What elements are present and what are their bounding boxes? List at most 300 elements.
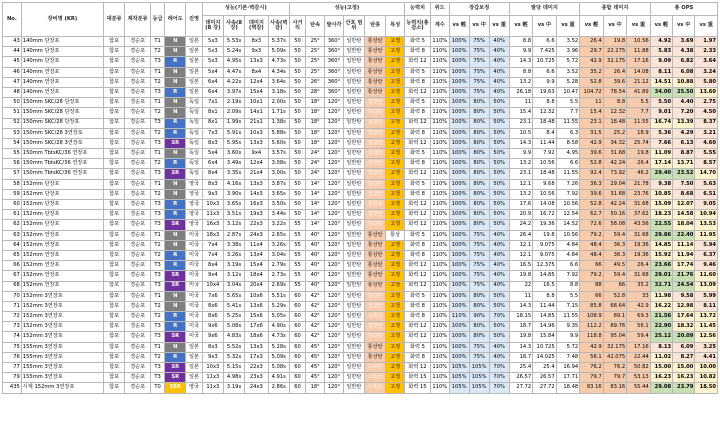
cell-trait: 고정 bbox=[386, 363, 405, 373]
cell-coef: 110% bbox=[430, 363, 449, 373]
cell-o2: 13.71 bbox=[673, 159, 695, 169]
cell-o1: 9.09 bbox=[650, 57, 672, 67]
cell-faction: 영국 bbox=[186, 210, 202, 220]
cell-make: 경순포 bbox=[125, 210, 151, 220]
cell-no: 65 bbox=[3, 250, 22, 260]
cell-spd: 40° bbox=[306, 261, 325, 271]
cell-rng: 55 bbox=[289, 281, 305, 291]
cell-m1: 100% bbox=[449, 138, 469, 148]
cell-t1: 66 bbox=[580, 261, 604, 271]
cell-make: 경순포 bbox=[125, 271, 151, 281]
cell-spr: 일반탄 bbox=[343, 291, 364, 301]
cell-d1: 6x4 bbox=[202, 87, 223, 97]
cell-s2: 3.00s bbox=[268, 169, 289, 179]
cell-name: 152mm 단장포 bbox=[21, 210, 103, 220]
cell-o2: 11.94 bbox=[673, 250, 695, 260]
cell-name: 152mm 연장포 bbox=[21, 230, 103, 240]
cell-ang: 120° bbox=[325, 291, 344, 301]
cell-o3: 18.50 bbox=[695, 383, 718, 393]
cell-grade: SR bbox=[165, 271, 186, 281]
cell-t3: 21.78 bbox=[627, 179, 651, 189]
cell-grade: N bbox=[165, 37, 186, 47]
cell-t2: 36.3 bbox=[603, 250, 627, 260]
cell-spr: 일반탄 bbox=[343, 322, 364, 332]
cell-a3: 6.6 bbox=[556, 261, 580, 271]
cell-coef: 110% bbox=[430, 230, 449, 240]
cell-m2: 75% bbox=[469, 77, 489, 87]
cell-tp: 통상탄 bbox=[365, 240, 386, 250]
cell-t3: 22.44 bbox=[627, 352, 651, 362]
cell-spd: 28° bbox=[306, 87, 325, 97]
cell-m2: 75% bbox=[469, 352, 489, 362]
cell-tier: T3 bbox=[151, 271, 165, 281]
cell-spr: 일반탄 bbox=[343, 250, 364, 260]
cell-o2: 7.50 bbox=[673, 179, 695, 189]
cell-d2: 22x3 bbox=[245, 363, 269, 373]
cell-a2: 8.4 bbox=[533, 128, 557, 138]
cell-m3: 40% bbox=[489, 250, 509, 260]
cell-m3: 40% bbox=[489, 261, 509, 271]
table-row bbox=[3, 87, 718, 97]
table-row bbox=[3, 210, 718, 220]
cell-spr: 일반탄 bbox=[343, 281, 364, 291]
cell-a2: 14.85 bbox=[533, 271, 557, 281]
cell-grade: N bbox=[165, 291, 186, 301]
cell-spd: 40° bbox=[306, 250, 325, 260]
cell-o1: 29.08 bbox=[650, 383, 672, 393]
cell-t2: 25.2 bbox=[603, 128, 627, 138]
cell-a3: 10.56 bbox=[556, 230, 580, 240]
cell-rng: 55 bbox=[289, 230, 305, 240]
cell-t3: 26.4 bbox=[627, 261, 651, 271]
cell-a1: 18.15 bbox=[509, 312, 533, 322]
cell-m3: 40% bbox=[489, 37, 509, 47]
cell-tp: 철갑탄 bbox=[365, 322, 386, 332]
cell-d1: 8x4 bbox=[202, 169, 223, 179]
cell-grade: R bbox=[165, 322, 186, 332]
cell-m1: 100% bbox=[449, 57, 469, 67]
cell-ang: 120° bbox=[325, 179, 344, 189]
cell-cat: 함포 bbox=[104, 98, 125, 108]
cell-t1: 23.1 bbox=[580, 118, 604, 128]
cell-a3: 5.72 bbox=[556, 57, 580, 67]
cell-faction: 영국 bbox=[186, 220, 202, 230]
cell-t2: 73.92 bbox=[603, 169, 627, 179]
cell-o2: 17.64 bbox=[673, 312, 695, 322]
cell-t2: 83.16 bbox=[603, 383, 627, 393]
cell-a2: 15.84 bbox=[533, 332, 557, 342]
cell-make: 경순포 bbox=[125, 200, 151, 210]
cell-m2: 75% bbox=[469, 57, 489, 67]
cell-m1: 100% bbox=[449, 179, 469, 189]
cell-o1: 22.90 bbox=[650, 322, 672, 332]
cell-spd: 25° bbox=[306, 67, 325, 77]
cell-t1: 66 bbox=[580, 291, 604, 301]
cell-spr: 일반탄 bbox=[343, 312, 364, 322]
cell-d1: 8x4 bbox=[202, 261, 223, 271]
cell-faction: 독일 bbox=[186, 169, 202, 179]
cell-ang: 120° bbox=[325, 261, 344, 271]
cell-a2: 14.85 bbox=[533, 312, 557, 322]
col-spread: 산포 범위 bbox=[343, 16, 364, 37]
cell-trait: 고정 bbox=[386, 98, 405, 108]
cell-o1: 14.51 bbox=[650, 77, 672, 87]
cell-a1: 12.1 bbox=[509, 179, 533, 189]
cell-tp: 통상탄 bbox=[365, 261, 386, 271]
cell-o3: 13.09 bbox=[695, 281, 718, 291]
cell-d2: 13x6 bbox=[245, 301, 269, 311]
cell-a2: 10.56 bbox=[533, 189, 557, 199]
table-row bbox=[3, 98, 718, 108]
cell-spr: 일반탄 bbox=[343, 169, 364, 179]
cell-m2: 80% bbox=[469, 220, 489, 230]
cell-name: 152mm 연장포 bbox=[21, 240, 103, 250]
cell-m3: 50% bbox=[489, 108, 509, 118]
cell-m3: 40% bbox=[489, 352, 509, 362]
cell-rng: 50 bbox=[289, 108, 305, 118]
cell-d2: 13x3 bbox=[245, 138, 269, 148]
cell-rng: 50 bbox=[289, 77, 305, 87]
cell-tp: 철갑탄 bbox=[365, 128, 386, 138]
cell-m3: 40% bbox=[489, 240, 509, 250]
cell-make: 경순포 bbox=[125, 332, 151, 342]
cell-m3: 50% bbox=[489, 291, 509, 301]
cell-m2: 80% bbox=[469, 210, 489, 220]
cell-grade: N bbox=[165, 301, 186, 311]
cell-no: 46 bbox=[3, 67, 22, 77]
cell-faction: 미국 bbox=[186, 301, 202, 311]
cell-tp: 철갑탄 bbox=[365, 200, 386, 210]
cell-rng: 60 bbox=[289, 332, 305, 342]
cell-o3: 8.11 bbox=[695, 301, 718, 311]
cell-a3: 14.52 bbox=[556, 220, 580, 230]
cell-cat: 함포 bbox=[104, 169, 125, 179]
cell-o3: 5.63 bbox=[695, 179, 718, 189]
cell-a3: 7.15 bbox=[556, 301, 580, 311]
cell-rng: 50 bbox=[289, 128, 305, 138]
cell-s1: 1.99s bbox=[223, 118, 244, 128]
cell-cat: 함포 bbox=[104, 149, 125, 159]
cell-s2: 3.18s bbox=[268, 87, 289, 97]
cell-m2: 75% bbox=[469, 230, 489, 240]
cell-d1: 10x3 bbox=[202, 363, 223, 373]
cell-spr: 일반탄 bbox=[343, 179, 364, 189]
cell-o3: 8.37 bbox=[695, 118, 718, 128]
cell-name: 155mm 3연장포 bbox=[21, 363, 103, 373]
cell-no: 53 bbox=[3, 128, 22, 138]
cell-d1: 9x3 bbox=[202, 352, 223, 362]
cell-grade: R bbox=[165, 261, 186, 271]
cell-spr: 일반탄 bbox=[343, 57, 364, 67]
cell-a1: 11 bbox=[509, 291, 533, 301]
cell-name: 150mm TbtsKC/36 연장포 bbox=[21, 169, 103, 179]
cell-s2: 5.28s bbox=[268, 342, 289, 352]
cell-faction: 독일 bbox=[186, 108, 202, 118]
cell-ab: 화력 5 bbox=[405, 179, 431, 189]
cell-s1: 5.91s bbox=[223, 128, 244, 138]
cell-o3: 6.37 bbox=[695, 250, 718, 260]
cell-make: 경순포 bbox=[125, 312, 151, 322]
cell-no: 56 bbox=[3, 159, 22, 169]
cell-a2: 18.48 bbox=[533, 118, 557, 128]
cell-m2: 80% bbox=[469, 189, 489, 199]
cell-m2: 105% bbox=[469, 373, 489, 383]
cell-ang: 120° bbox=[325, 210, 344, 220]
table-row bbox=[3, 47, 718, 57]
table-row bbox=[3, 118, 718, 128]
cell-tp: 철갑탄 bbox=[365, 210, 386, 220]
cell-ang: 360° bbox=[325, 57, 344, 67]
cell-d2: 9x3 bbox=[245, 47, 269, 57]
cell-tp: 고폭탄 bbox=[365, 312, 386, 322]
cell-o2: 4.38 bbox=[673, 47, 695, 57]
cell-cat: 함포 bbox=[104, 67, 125, 77]
cell-a1: 16.5 bbox=[509, 261, 533, 271]
cell-o2: 6.09 bbox=[673, 342, 695, 352]
cell-cat: 함포 bbox=[104, 250, 125, 260]
cell-d2: 19x3 bbox=[245, 210, 269, 220]
cell-spr: 일반탄 bbox=[343, 240, 364, 250]
cell-a2: 7.425 bbox=[533, 47, 557, 57]
cell-s2: 1.38s bbox=[268, 118, 289, 128]
cell-s2: 3.08s bbox=[268, 159, 289, 169]
cell-faction: 일본 bbox=[186, 373, 202, 383]
cell-s2: 3.22s bbox=[268, 220, 289, 230]
cell-spd: 42° bbox=[306, 332, 325, 342]
cell-faction: 독일 bbox=[186, 118, 202, 128]
cell-ab: 화력 5 bbox=[405, 37, 431, 47]
cell-a1: 13.2 bbox=[509, 77, 533, 87]
cell-s1: 3.38s bbox=[223, 240, 244, 250]
cell-trait: 고정 bbox=[386, 189, 405, 199]
table-row bbox=[3, 230, 718, 240]
col-rof-base: 사속(8 강) bbox=[223, 16, 244, 37]
cell-d1: 10x4 bbox=[202, 281, 223, 291]
cell-s2: 3.57s bbox=[268, 149, 289, 159]
cell-a3: 5.5 bbox=[556, 291, 580, 301]
cell-s1: 3.51s bbox=[223, 210, 244, 220]
cell-spr: 일반탄 bbox=[343, 373, 364, 383]
cell-spr: 일반탄 bbox=[343, 271, 364, 281]
cell-d2: 13x3 bbox=[245, 342, 269, 352]
cell-m2: 80% bbox=[469, 118, 489, 128]
cell-m2: 75% bbox=[469, 37, 489, 47]
cell-grade: SR bbox=[165, 373, 186, 383]
cell-m2: 80% bbox=[469, 169, 489, 179]
cell-spd: 40° bbox=[306, 240, 325, 250]
cell-trait: 고정 bbox=[386, 250, 405, 260]
cell-d2: 24x3 bbox=[245, 383, 269, 393]
cell-ab: 화력 12 bbox=[405, 138, 431, 148]
cell-t2: 49.5 bbox=[603, 261, 627, 271]
cell-cat: 함포 bbox=[104, 128, 125, 138]
cell-name: 140mm 연장포 bbox=[21, 77, 103, 87]
cell-coef: 110% bbox=[430, 312, 449, 322]
col-category: 대분류 bbox=[104, 3, 125, 37]
cell-o1: 25.12 bbox=[650, 332, 672, 342]
cell-d2: 23x3 bbox=[245, 373, 269, 383]
cell-m3: 40% bbox=[489, 57, 509, 67]
cell-m3: 40% bbox=[489, 281, 509, 291]
cell-trait: 통상 bbox=[386, 230, 405, 240]
cell-make: 경순포 bbox=[125, 179, 151, 189]
cell-m3: 50% bbox=[489, 332, 509, 342]
cell-name: 152mm 단장포 bbox=[21, 189, 103, 199]
cell-a1: 24.2 bbox=[509, 220, 533, 230]
cell-name: 150mm SKC/28 3연장포 bbox=[21, 138, 103, 148]
cell-t3: 10.56 bbox=[627, 37, 651, 47]
cell-tier: T1 bbox=[151, 98, 165, 108]
cell-rng: 55 bbox=[289, 261, 305, 271]
group-range: 위드 bbox=[430, 3, 449, 16]
cell-o2: 23.79 bbox=[673, 383, 695, 393]
cell-o3: 4.41 bbox=[695, 352, 718, 362]
cell-ab: 화력 12 bbox=[405, 281, 431, 291]
cell-s1: 5.25s bbox=[223, 312, 244, 322]
cell-m1: 100% bbox=[449, 210, 469, 220]
cell-m3: 50% bbox=[489, 169, 509, 179]
cell-spd: 14° bbox=[306, 210, 325, 220]
cell-coef: 110% bbox=[430, 261, 449, 271]
cell-spr: 일반탄 bbox=[343, 47, 364, 57]
cell-a3: 6.3 bbox=[556, 128, 580, 138]
cell-ang: 120° bbox=[325, 271, 344, 281]
col-range: 사거리 bbox=[289, 16, 305, 37]
cell-t2: 50.16 bbox=[603, 210, 627, 220]
cell-no: 52 bbox=[3, 118, 22, 128]
cell-t2: 18.48 bbox=[603, 118, 627, 128]
cell-a3: 18.48 bbox=[556, 383, 580, 393]
cell-o2: 3.69 bbox=[673, 37, 695, 47]
cell-rng: 50 bbox=[289, 57, 305, 67]
cell-t1: 108.9 bbox=[580, 312, 604, 322]
cell-spr: 일반탄 bbox=[343, 108, 364, 118]
cell-tp: 통상탄 bbox=[365, 47, 386, 57]
cell-o1: 9.38 bbox=[650, 179, 672, 189]
cell-coef: 110% bbox=[430, 200, 449, 210]
cell-a2: 25.4 bbox=[533, 363, 557, 373]
cell-ab: 화력 12 bbox=[405, 322, 431, 332]
cell-coef: 110% bbox=[430, 87, 449, 97]
cell-spr: 일반탄 bbox=[343, 342, 364, 352]
cell-a1: 12.1 bbox=[509, 240, 533, 250]
cell-a2: 14.96 bbox=[533, 322, 557, 332]
cell-faction: 일본 bbox=[186, 342, 202, 352]
cell-m2: 105% bbox=[469, 363, 489, 373]
cell-name: 152mm 3연장포 bbox=[21, 312, 103, 322]
cell-ab: 화력 8 bbox=[405, 240, 431, 250]
cell-tier: T3 bbox=[151, 261, 165, 271]
cell-o2: 23.52 bbox=[673, 169, 695, 179]
cell-o3: 6.51 bbox=[695, 189, 718, 199]
cell-a2: 9.9 bbox=[533, 77, 557, 87]
cell-rng: 60 bbox=[289, 312, 305, 322]
cell-s2: 3.04s bbox=[268, 250, 289, 260]
cell-s1: 5.52s bbox=[223, 342, 244, 352]
cell-make: 경순포 bbox=[125, 67, 151, 77]
cell-t2: 19.8 bbox=[603, 37, 627, 47]
cell-spr: 일반탄 bbox=[343, 210, 364, 220]
cell-tier: T3 bbox=[151, 87, 165, 97]
cell-cat: 함포 bbox=[104, 200, 125, 210]
cell-m3: 50% bbox=[489, 301, 509, 311]
cell-tp: 철갑탄 bbox=[365, 98, 386, 108]
cell-trait: 고정 bbox=[386, 57, 405, 67]
cell-t2: 8.8 bbox=[603, 98, 627, 108]
cell-grade: N bbox=[165, 108, 186, 118]
cell-o1: 17.14 bbox=[650, 159, 672, 169]
cell-m1: 100% bbox=[449, 250, 469, 260]
cell-ang: 120° bbox=[325, 230, 344, 240]
cell-coef: 110% bbox=[430, 240, 449, 250]
cell-o3: 8.57 bbox=[695, 159, 718, 169]
cell-s2: 5.37s bbox=[268, 37, 289, 47]
cell-spd: 40° bbox=[306, 271, 325, 281]
cell-rng: 55 bbox=[289, 220, 305, 230]
cell-spr: 일반탄 bbox=[343, 261, 364, 271]
cell-s2: 3.65s bbox=[268, 189, 289, 199]
cell-d2: 9x4 bbox=[245, 149, 269, 159]
cell-a3: 5.72 bbox=[556, 342, 580, 352]
cell-spr: 일반탄 bbox=[343, 87, 364, 97]
cell-a3: 11.55 bbox=[556, 169, 580, 179]
cell-d1: 8x3 bbox=[202, 179, 223, 189]
cell-m2: 80% bbox=[469, 301, 489, 311]
cell-a3: 6.6 bbox=[556, 159, 580, 169]
cell-o1: 23.66 bbox=[650, 261, 672, 271]
cell-t2: 89.76 bbox=[603, 322, 627, 332]
cell-ab: 화력 8 bbox=[405, 189, 431, 199]
cell-a3: 7.92 bbox=[556, 189, 580, 199]
cell-tp: 고폭탄 bbox=[365, 373, 386, 383]
table-row bbox=[3, 149, 718, 159]
cell-trait: 고정 bbox=[386, 301, 405, 311]
cell-t2: 42.075 bbox=[603, 352, 627, 362]
cell-o2: 12.07 bbox=[673, 200, 695, 210]
cell-m2: 80% bbox=[469, 179, 489, 189]
cell-cat: 함포 bbox=[104, 47, 125, 57]
cell-ang: 120° bbox=[325, 108, 344, 118]
cell-spr: 일반탄 bbox=[343, 352, 364, 362]
table-row bbox=[3, 128, 718, 138]
cell-trait: 고정 bbox=[386, 200, 405, 210]
cell-o3: 5.55 bbox=[695, 149, 718, 159]
cell-faction: 미국 bbox=[186, 291, 202, 301]
col-mod-heavy: vs 重 bbox=[489, 16, 509, 37]
cell-d2: 20x4 bbox=[245, 281, 269, 291]
cell-d1: 5x4 bbox=[202, 149, 223, 159]
cell-coef: 110% bbox=[430, 67, 449, 77]
cell-o3: 10.82 bbox=[695, 373, 718, 383]
cell-t2: 12.32 bbox=[603, 108, 627, 118]
cell-o1: 15.92 bbox=[650, 250, 672, 260]
cell-faction: 미국 bbox=[186, 261, 202, 271]
cell-ab: 화력 8 bbox=[405, 47, 431, 57]
cell-faction: 미국 bbox=[186, 230, 202, 240]
cell-tp: 통상탄 bbox=[365, 352, 386, 362]
cell-d1: 8x3 bbox=[202, 138, 223, 148]
cell-m3: 50% bbox=[489, 118, 509, 128]
cell-ang: 120° bbox=[325, 200, 344, 210]
cell-rng: 50 bbox=[289, 37, 305, 47]
cell-t3: 19.36 bbox=[627, 240, 651, 250]
cell-s2: 5.09s bbox=[268, 47, 289, 57]
cell-m1: 100% bbox=[449, 159, 469, 169]
cell-t1: 15.4 bbox=[580, 108, 604, 118]
col-grade: 레어도 bbox=[165, 3, 186, 37]
cell-ab: 화력 12 bbox=[405, 200, 431, 210]
cell-no: 64 bbox=[3, 240, 22, 250]
